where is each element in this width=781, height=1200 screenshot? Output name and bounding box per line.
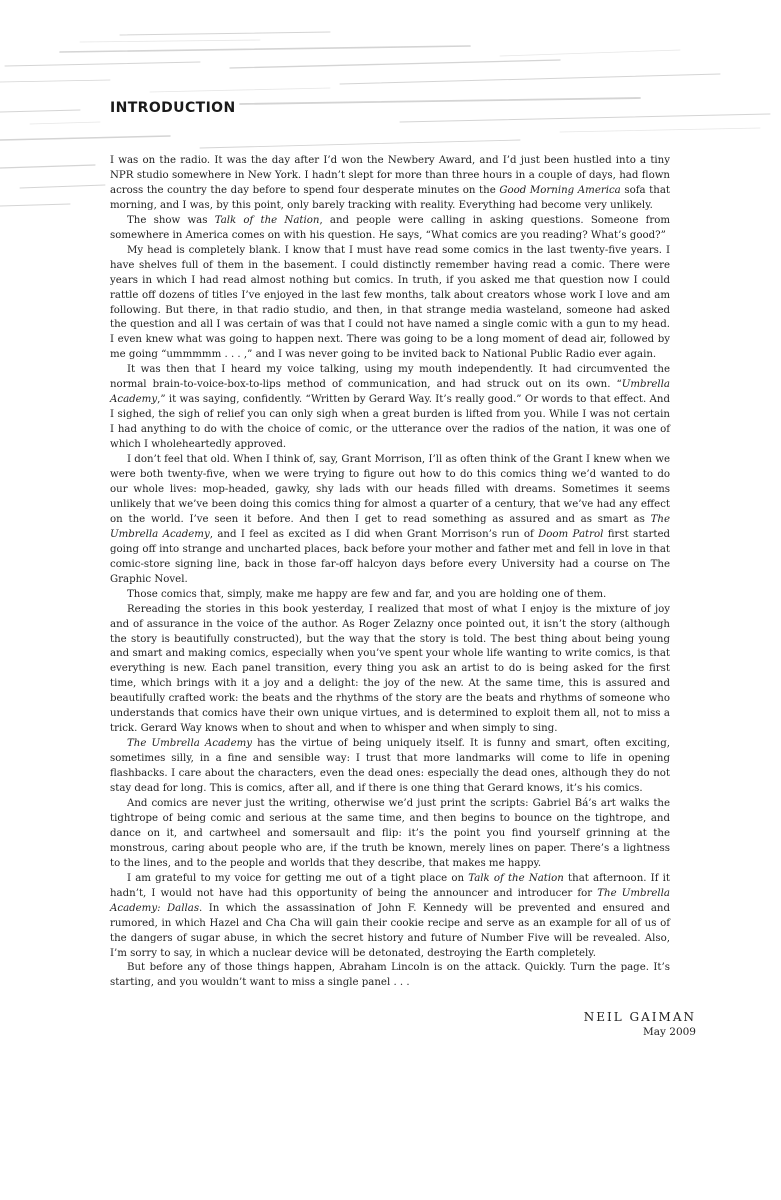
text-run: And comics are never just the writing, otherwise we’d just print the scripts: Gabriel Bá’s art walks the tightrope of being comic and serious at the same time, and then begins to bounce on the tightrope, and dance on it, and cartwheel and somersault and flip: it’s the point you find yourself grinning at the monstrous, caring about people who are, if the truth be known, merely lines on paper. There’s a lightness to the lines, and to the people and worlds that they describe, that makes me happy. [110,797,670,869]
text-run: Rereading the stories in this book yesterday, I realized that most of what I enjoy is the mixture of joy and of assurance in the voice of the author. As Roger Zelazny once pointed out, it isn’t the story (although the story is beautifully constructed), but the way that the story is told. The best thing about being young and smart and making comics, especially when you’ve spent your whole life wanting to write comics, is that everything is new. Each panel transition, every thing you ask an artist to do is being asked for the first time, which brings with it a joy and a delight: the joy of the new. At the same time, this is assured and beautifully crafted work: the beats and the rhythms of the story are the beats and rhythms of someone who understands that comics have their own unique virtues, and is determined to exploit them all, not to miss a trick. Gerard Way knows when to shout and when to whisper and when simply to sing. [110,603,670,735]
paragraph [110,961,670,991]
text-run: The show was [127,214,215,226]
text-run: My head is completely blank. I know that I must have read some comics in the last twenty-five years. I have shelves full of them in the basement. I could distinctly remember having read a comic. There were years in which I had read almost nothing but comics. In truth, if you asked me that question now I could rattle off dozens of titles I’ve enjoyed in the last few months, talk about creators whose work I love and am following. But there, in that radio studio, and then, in that strange media wasteland, someone had asked the question and all I was certain of was that I could not have named a single comic with a gun to my head. I even knew what was going to happen next. There was going to be a long moment of dead air, followed by me going “ummmmm . . . ,” and I was never going to be invited back to National Public Radio ever again. [110,244,670,361]
text-run: I am grateful to my voice for getting me out of a tight place on [127,872,469,884]
paragraph [110,154,670,214]
text-run: But before any of those things happen, Abraham Lincoln is on the attack. Quickly. Turn the page. It’s starting, and you wouldn’t want to miss a single panel . . . [110,962,670,989]
text-run: , and I feel as excited as I did when Grant Morrison’s run of [209,528,539,540]
signature-block [584,1010,696,1038]
text-run: ,” it was saying, confidently. “Written by Gerard Way. It’s really good.” Or words to that effect. And I sighed, the sigh of relief you can only sigh when a great burden is lifted from you. While I was not certain I had anything to do with the choice of comic, or the utterance over the radios of the nation, it was one of which I wholeheartedly approved. [110,394,670,451]
paragraph [110,363,670,453]
text-run: . In which the assassination of John F. Kennedy will be prevented and ensured and rumored, in which Hazel and Cha Cha will gain their cookie recipe and serve as an example for all of us of the dangers of sugar abuse, in which the secret history and future of Number Five will be revealed. Also, I’m sorry to say, in which a nuclear device will be detonated, destroying the Earth completely. [110,902,670,959]
paragraph [110,603,670,738]
italic-title: Doom Patrol [538,528,604,540]
italic-title: Talk of the Nation [468,872,564,884]
text-run: I was on the radio. It was the day after I’d won the Newbery Award, and I’d just been hustled into a tiny NPR studio somewhere in New York. I hadn’t slept for more than three hours in a couple of days, had flown across the country the day before to spend four desperate minutes on the [110,155,670,196]
paragraph [110,588,670,603]
paragraph [110,737,670,797]
text-run: first started going off into strange and uncharted places, back before your mother and father met and fell in love in that comic-store signing line, back in those far-off halcyon days before every University had a course on The Graphic Novel. [110,528,671,585]
signature-date: May 2009 [642,1026,696,1038]
paragraph [110,244,670,364]
italic-title: The Umbrella Academy: Dallas [110,887,670,914]
paragraph [110,872,670,962]
paragraph [110,214,670,244]
italic-title: Good Morning America [499,184,621,196]
text-run: that afternoon. If it hadn’t, I would not have had this opportunity of being the announcer and introducer for [110,872,670,899]
paragraph [110,453,670,588]
text-run: Those comics that, simply, make me happy are few and far, and you are holding one of them. [127,588,607,600]
italic-title: The Umbrella Academy [127,738,253,750]
text-run: , and people were calling in asking questions. Someone from somewhere in America comes on with his question. He says, “What comics are you reading? What’s good?” [110,214,670,241]
page-title: INTRODUCTION [110,100,236,116]
body-text [110,154,670,991]
text-run: It was then that I heard my voice talking, using my mouth independently. It had circumvented the normal brain-to-voice-box-to-lips method of communication, and had struck out on its own. “ [110,364,670,391]
text-run: I don’t feel that old. When I think of, say, Grant Morrison, I’ll as often think of the Grant I knew when we were both twenty-five, when we were trying to figure out how to do this comics thing we’d wanted to do our whole lives: mop-headed, gawky, shy lads with our heads filled with dreams. Sometimes it seems unlikely that we’ve been doing this comics thing for almost a quarter of a century, that we’ve had any effect on the world. I’ve seen it before. And then I get to read something as assured and as smart as [110,454,670,525]
text-run: has the virtue of being uniquely itself. It is funny and smart, often exciting, sometimes silly, in a fine and sensible way: I trust that more landmarks will come to life in opening flashbacks. I care about the characters, even the dead ones: especially the dead ones, although they do not stay dead for long. This is comics, after all, and if there is one thing that Gerard knows, it’s his comics. [110,738,670,795]
paragraph [110,797,670,872]
italic-title: The Umbrella Academy [110,513,670,540]
author-name: NEIL GAIMAN [583,1010,696,1024]
italic-title: Umbrella Academy [110,379,670,406]
text-run: sofa that morning, and I was, by this point, only barely tracking with reality. Everything had become very unlikely. [110,184,670,211]
italic-title: Talk of the Nation [214,214,320,226]
